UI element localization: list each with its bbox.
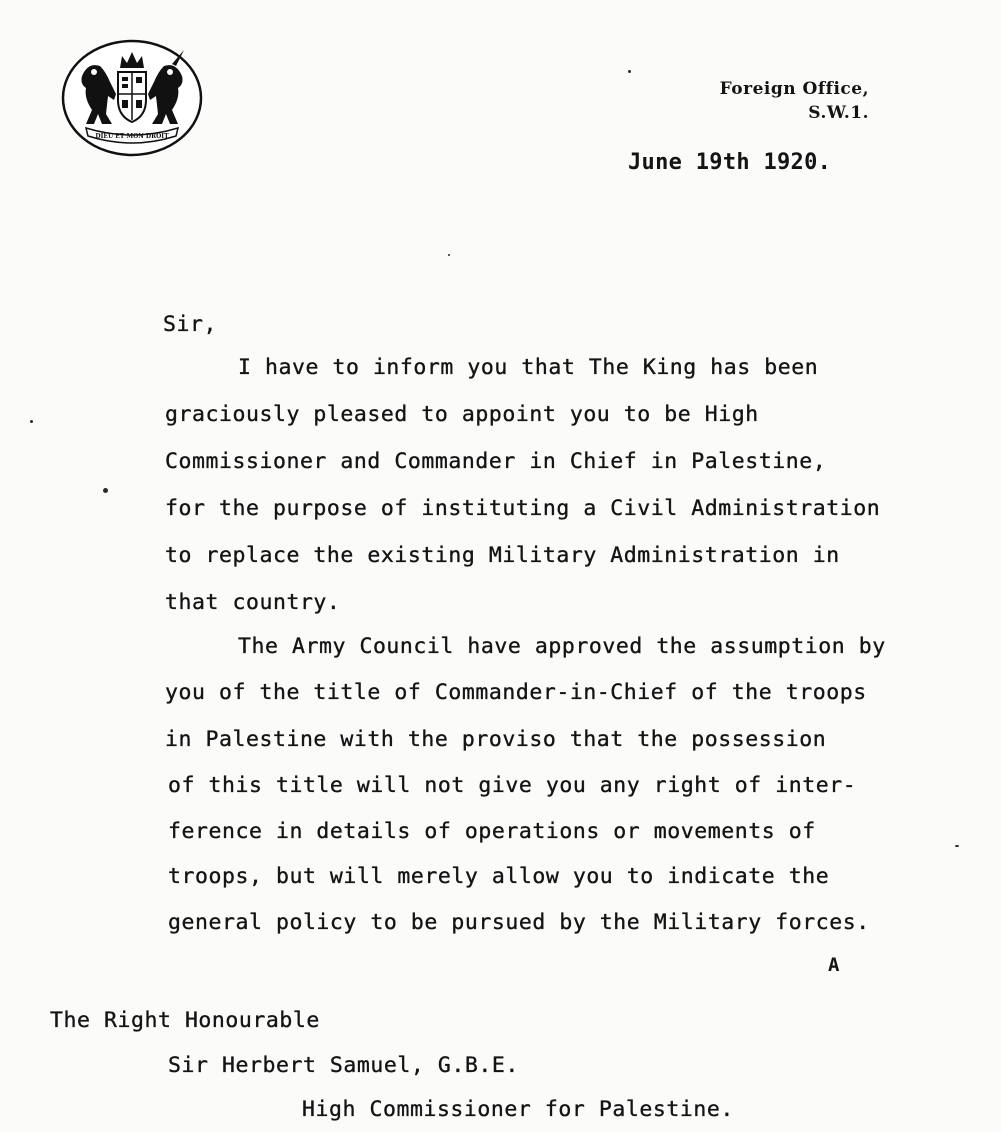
body-line: troops, but will merely allow you to indicate the	[168, 864, 830, 889]
addressee-line-2: Sir Herbert Samuel, G.B.E.	[168, 1053, 519, 1078]
paper-speck	[448, 254, 450, 256]
office-name: Foreign Office,	[719, 79, 869, 99]
body-line: to replace the existing Military Administration in	[165, 543, 840, 568]
paper-speck	[103, 488, 108, 493]
body-line: graciously pleased to appoint you to be High	[165, 402, 759, 427]
addressee-line-3: High Commissioner for Palestine.	[302, 1097, 734, 1122]
letterhead-office	[720, 77, 869, 125]
body-line: in Palestine with the proviso that the possession	[165, 727, 827, 752]
addressee-line-1: The Right Honourable	[50, 1008, 320, 1033]
body-line: Commissioner and Commander in Chief in Palestine,	[165, 449, 827, 474]
body-line: that country.	[165, 590, 341, 615]
page-marker: A	[828, 954, 840, 976]
postal-code: S.W.1.	[808, 103, 869, 123]
body-line: general policy to be pursued by the Military forces.	[168, 910, 870, 935]
body-line: I have to inform you that The King has been	[238, 355, 819, 380]
paper-speck	[30, 420, 33, 423]
royal-coat-of-arms-icon	[60, 38, 204, 158]
paper-speck	[628, 70, 631, 73]
body-line: for the purpose of instituting a Civil Administration	[165, 496, 881, 521]
salutation: Sir,	[163, 312, 217, 337]
body-line: ference in details of operations or movements of	[168, 819, 816, 844]
body-line: you of the title of Commander-in-Chief of the troops	[165, 680, 867, 705]
body-line: of this title will not give you any right of inter-	[168, 773, 857, 798]
svg-text:DIEU ET MON DROIT: DIEU ET MON DROIT	[95, 133, 169, 140]
letter-date: June 19th 1920.	[628, 150, 832, 175]
body-line: The Army Council have approved the assumption by	[238, 634, 886, 659]
paper-speck	[955, 845, 959, 847]
